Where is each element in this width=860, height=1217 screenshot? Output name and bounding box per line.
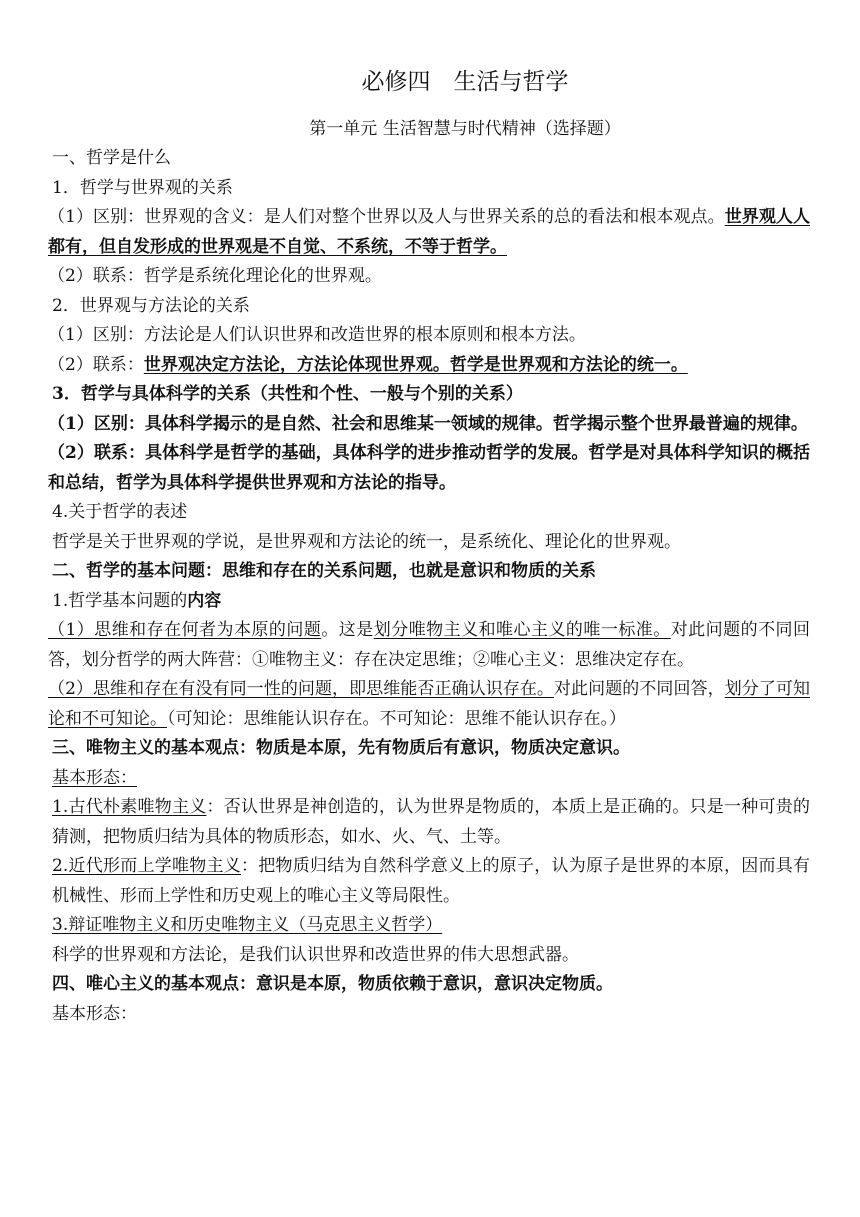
section-1-heading: 一、哲学是什么 xyxy=(52,148,171,168)
section-3-2 xyxy=(52,852,810,911)
section-2-1-a-criterion: 划分唯物主义和唯心主义的唯一标准。 xyxy=(373,620,671,640)
section-1-2-a: （1）区别：方法论是人们认识世界和改造世界的根本原则和根本方法。 xyxy=(48,325,586,345)
section-1-3-heading: 3．哲学与具体科学的关系（共性和个性、一般与个别的关系） xyxy=(52,384,523,404)
section-3-1-term: 1.古代朴素唯物主义 xyxy=(52,797,207,817)
section-1-2-heading: 2．世界观与方法论的关系 xyxy=(52,295,250,316)
section-2-heading: 二、哲学的基本问题：思维和存在的关系问题，也就是意识和物质的关系 xyxy=(52,561,596,581)
section-3-forms-label: 基本形态： xyxy=(52,767,137,788)
section-1-2-b-label: （2）联系： xyxy=(48,354,144,375)
section-1-4-heading: 4.关于哲学的表述 xyxy=(52,502,188,522)
section-3-2-text: ：把物质归结为自然科学意义上的原子，认为原子是世界的本原，因而具有机械性、形而上学性和历史观上的唯心主义等局限性。 xyxy=(52,856,810,906)
section-1-1-a xyxy=(48,203,810,262)
page-subtitle: 第一单元 生活智慧与时代精神（选择题） xyxy=(309,119,621,139)
section-2-1-a-question: （1）思维和存在何者为本原的问题 xyxy=(48,620,322,640)
page-title: 必修四 生活与哲学 xyxy=(361,69,569,95)
section-1-2-b-emphasis: 世界观决定方法论，方法论体现世界观。哲学是世界观和方法论的统一。 xyxy=(143,354,688,375)
section-1-1-heading: 1．哲学与世界观的关系 xyxy=(52,177,233,198)
section-2-1-b xyxy=(48,675,810,734)
section-4-forms-label: 基本形态： xyxy=(52,1003,137,1024)
section-1-1-a-emphasis: 世界观人人都有，但自发形成的世界观是不自觉、不系统，不等于哲学。 xyxy=(48,207,810,257)
section-2-1-heading xyxy=(52,587,810,617)
section-2-1-heading-text: 1.哲学基本问题的 xyxy=(52,590,188,611)
section-2-1-b-text-2: （可知论：思维能认识存在。不可知论：思维不能认识存在。） xyxy=(167,708,626,729)
section-1-3-a: （1）区别：具体科学揭示的是自然、社会和思维某一领域的规律。哲学揭示整个世界最普遍的规律。 xyxy=(48,413,808,434)
section-3-heading: 三、唯物主义的基本观点：物质是本原，先有物质后有意识，物质决定意识。 xyxy=(52,738,630,758)
section-1-1-b: （2）联系：哲学是系统化理论化的世界观。 xyxy=(48,266,382,286)
section-2-1-a xyxy=(48,616,810,675)
section-3-1-text: ：否认世界是神创造的，认为世界是物质的，本质上是正确的。只是一种可贵的猜测，把物质归结为具体的物质形态，如水、火、气、土等。 xyxy=(52,797,810,847)
section-3-2-term: 2.近代形而上学唯物主义 xyxy=(52,856,241,876)
section-1-4-text: 哲学是关于世界观的学说，是世界观和方法论的统一，是系统化、理论化的世界观。 xyxy=(52,531,681,552)
section-3-3-term: 3.辩证唯物主义和历史唯物主义（马克思主义哲学） xyxy=(52,915,443,935)
section-4-heading: 四、唯心主义的基本观点：意识是本原，物质依赖于意识，意识决定物质。 xyxy=(52,974,613,994)
section-1-2-b xyxy=(48,351,810,381)
section-2-1-a-text-1: 。这是 xyxy=(321,620,374,640)
document-body xyxy=(48,144,811,1029)
section-3-3 xyxy=(52,911,810,941)
section-3-1 xyxy=(52,793,810,852)
section-2-1-b-division: 划分了可知论和不可知论。 xyxy=(48,679,811,729)
section-2-1-heading-emphasis: 内容 xyxy=(187,590,222,611)
section-1-3-b: （2）联系：具体科学是哲学的基础，具体科学的进步推动哲学的发展。哲学是对具体科学知识的概括和总结，哲学为具体科学提供世界观和方法论的指导。 xyxy=(48,443,810,493)
section-3-3-text: 科学的世界观和方法论，是我们认识世界和改造世界的伟大思想武器。 xyxy=(52,944,579,965)
section-1-1-a-text: （1）区别：世界观的含义：是人们对整个世界以及人与世界关系的总的看法和根本观点。 xyxy=(48,207,725,227)
section-2-1-b-question: （2）思维和存在有没有同一性的问题，即思维能否正确认识存在。 xyxy=(48,679,554,699)
section-2-1-a-text-2: 对此问题的不同回答，划分哲学的两大阵营：①唯物主义：存在决定思维；②唯心主义：思维决定存在。 xyxy=(48,620,811,670)
section-2-1-b-text-1: 对此问题的不同回答， xyxy=(553,679,725,699)
